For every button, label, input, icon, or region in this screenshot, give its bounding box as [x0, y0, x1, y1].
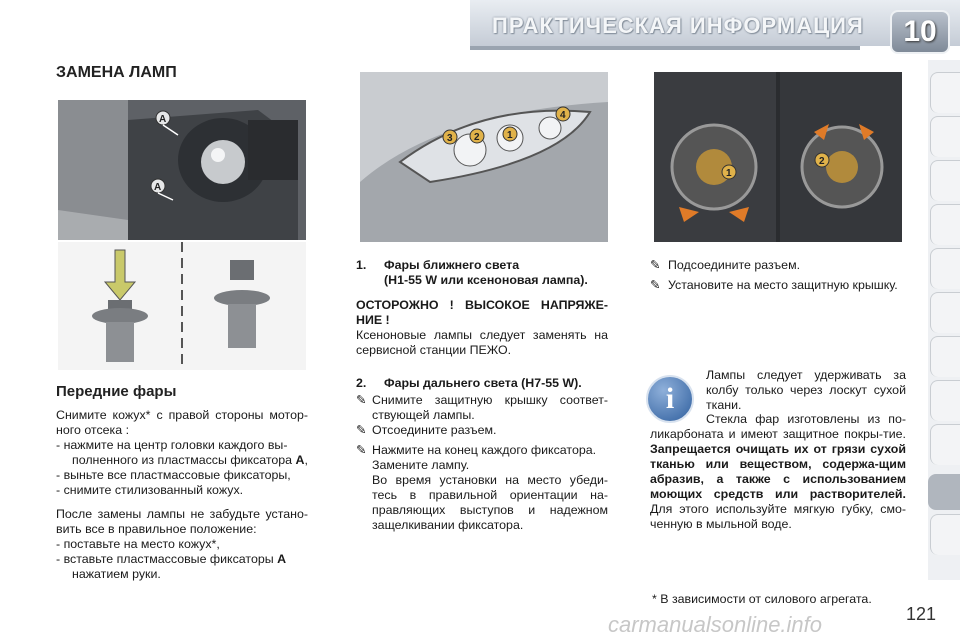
housing-label-2: 2 — [819, 156, 825, 167]
header-underline — [470, 46, 860, 50]
chapter-tab-9[interactable] — [930, 424, 960, 465]
info-cleaning — [650, 412, 906, 532]
chapter-tab-1[interactable] — [930, 72, 960, 113]
bullet-icon: ✎ — [356, 393, 367, 407]
chapter-tab-3[interactable] — [930, 160, 960, 201]
headlight-photo — [360, 72, 608, 242]
info-cleaning-end: Для этого используйте мягкую губку, смо-ченную в мыльной воде. — [650, 502, 906, 531]
item2-number: 2. — [356, 376, 367, 390]
chapter-tab-7[interactable] — [930, 336, 960, 377]
bullet-icon: ✎ — [650, 258, 661, 272]
fixator-label-bottom: A — [154, 182, 162, 193]
bullet-refit-cover: Установите на место защитную крышку. — [668, 278, 898, 292]
bullet-icon: ✎ — [356, 443, 367, 457]
item2-title: Фары дальнего света (H7-55 W). — [384, 376, 582, 390]
step-3: - снимите стилизованный кожух. — [56, 483, 244, 497]
step2-3: нажатием руки. — [72, 567, 161, 581]
step-1-cont-text: полненного из пластмассы фиксатора — [72, 453, 296, 467]
bullet-icon: ✎ — [650, 278, 661, 292]
engine-bay-photo — [58, 100, 306, 240]
chapter-tab-6[interactable] — [930, 292, 960, 333]
bullet-disconnect: Отсоедините разъем. — [372, 423, 497, 437]
chapter-tab-active[interactable] — [928, 474, 960, 510]
step-1-cont: полненного из пластмассы фиксатора A, — [72, 453, 308, 467]
section-title: ЗАМЕНА ЛАМП — [56, 64, 177, 81]
fixator-diagram — [58, 242, 306, 370]
bullet-connect: Подсоедините разъем. — [668, 258, 801, 272]
bulb-label-4: 4 — [560, 110, 566, 121]
bulb-label-2: 2 — [474, 132, 480, 143]
watermark: carmanualsonline.info — [608, 612, 823, 637]
info-handling: Лампы следует удерживать за колбу только через лоскут сухой ткани. — [706, 368, 906, 412]
chapter-title: ПРАКТИЧЕСКАЯ ИНФОРМАЦИЯ — [492, 13, 864, 38]
bulb-label-1: 1 — [507, 130, 513, 141]
chapter-number-badge — [890, 10, 950, 54]
footnote: * В зависимости от силового агрегата. — [652, 592, 872, 606]
fixator-illustration — [58, 242, 306, 370]
chapter-tab-5[interactable] — [930, 248, 960, 289]
warning-text: Ксеноновые лампы следует заменять на сервисной станции ПЕЖО. — [356, 328, 608, 357]
item1-title: Фары ближнего света — [384, 258, 520, 272]
fixator-ref-a: A — [295, 453, 305, 467]
bulb-label-3: 3 — [447, 133, 453, 144]
fixator-label-top: A — [159, 114, 167, 125]
intro-text: Снимите кожух* с правой стороны мотор-ного отсека : — [56, 408, 308, 437]
housing-label-1: 1 — [726, 168, 732, 179]
step-2: - выньте все пластмассовые фиксаторы, — [56, 468, 291, 482]
engine-bay-illustration — [58, 100, 306, 240]
fixator-ref-a-2: A — [277, 552, 287, 566]
chapter-tab-4[interactable] — [930, 204, 960, 245]
step2-2-text: - вставьте пластмассовые фиксаторы — [56, 552, 278, 566]
bullet-remove-cover: Снимите защитную крышку соответ-ствующей лампы. — [372, 393, 608, 422]
step-1: - нажмите на центр головки каждого вы- — [56, 438, 288, 452]
chapter-tab-2[interactable] — [930, 116, 960, 157]
bulb-housing-illustration — [654, 72, 902, 242]
chapter-tab-11[interactable] — [930, 514, 960, 555]
after-text: После замены лампы не забудьте устано-вить все в правильное положение: — [56, 507, 308, 536]
chapter-number: 10 — [903, 15, 937, 48]
item1-subtitle: (H1-55 W или ксеноновая лампа). — [384, 273, 588, 287]
step2-1: - поставьте на место кожух*, — [56, 537, 220, 551]
step2-2 — [56, 552, 308, 567]
bullet-icon: ✎ — [356, 423, 367, 437]
warning-title: ОСТОРОЖНО ! ВЫСОКОЕ НАПРЯЖЕ-НИЕ ! — [356, 298, 608, 327]
bulb-housing-photo — [654, 72, 902, 242]
page-number: 121 — [906, 604, 937, 624]
info-cleaning-warning: Запрещается очищать их от грязи сухой тканью или веществом, содержа-щим абразив, а также с использованием моющих средств или растворителей. — [650, 442, 906, 501]
headlight-illustration — [360, 72, 608, 242]
chapter-tab-8[interactable] — [930, 380, 960, 421]
install-note: Во время установки на место убеди-тесь в правильной ориентации на-правляющих выступов и надежном защелкивании фиксатора. — [372, 473, 608, 532]
info-icon: i — [646, 375, 694, 423]
item1-number: 1. — [356, 258, 367, 272]
info-cleaning-plain: Стекла фар изготовлены из по-ликарбоната и имеют защитное покры-тие. — [650, 412, 906, 441]
bullet-press-fixator: Нажмите на конец каждого фиксатора. Замените лампу. — [372, 443, 597, 472]
front-headlights-heading: Передние фары — [56, 383, 177, 400]
